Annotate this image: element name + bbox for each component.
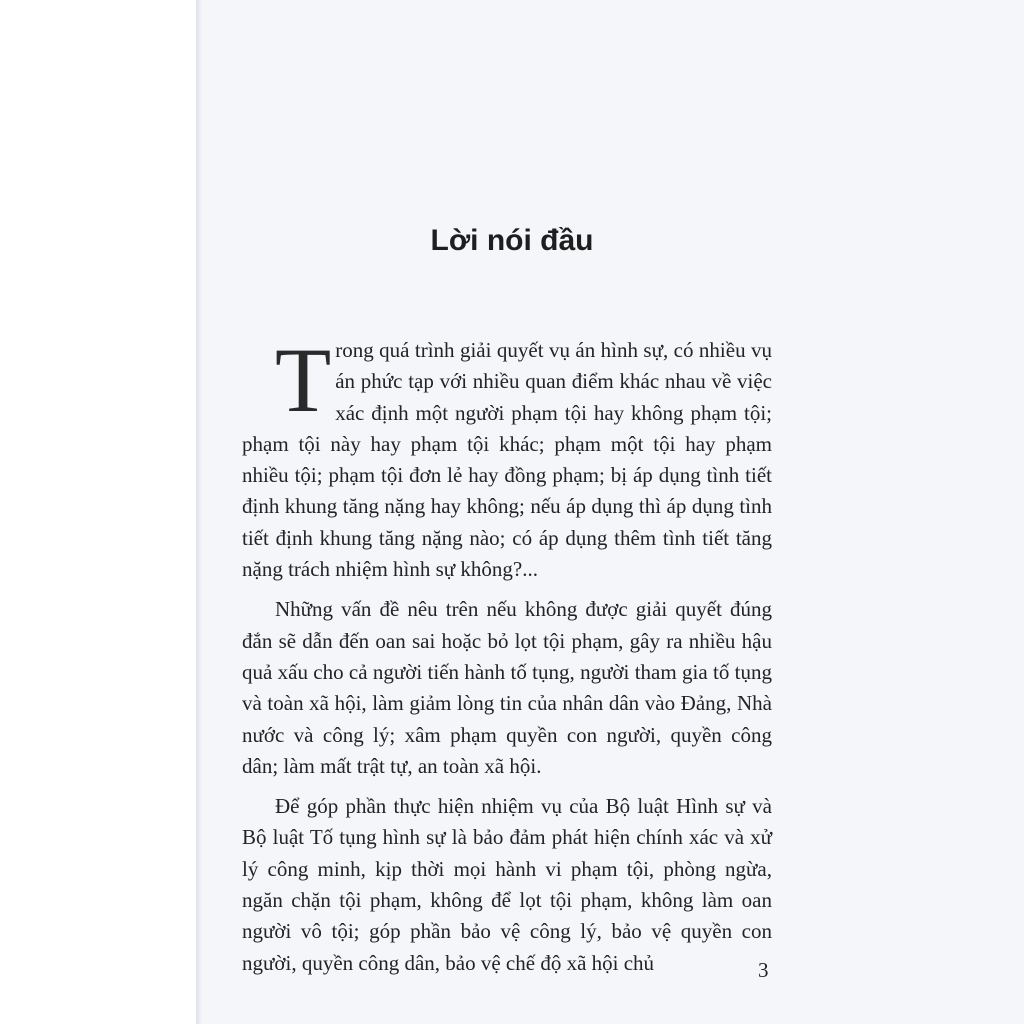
drop-cap: T xyxy=(275,329,332,431)
page-edge-shadow xyxy=(196,0,202,1024)
paragraph-2: Những vấn đề nêu trên nếu không được giải quyết đúng đắn sẽ dẫn đến oan sai hoặc bỏ lọt tội phạm, gây ra nhiều hậu quả xấu cho cả người tiến hành tố tụng, người tham gia tố tụng và toàn xã hội, làm giảm lòng tin của nhân dân vào Đảng, Nhà nước và công lý; xâm phạm quyền con người, quyền công dân; làm mất trật tự, an toàn xã hội. xyxy=(242,597,772,778)
paragraph-3: Để góp phần thực hiện nhiệm vụ của Bộ luật Hình sự và Bộ luật Tố tụng hình sự là bảo đảm phát hiện chính xác và xử lý công minh, kịp thời mọi hành vi phạm tội, phòng ngừa, ngăn chặn tội phạm, không để lọt tội phạm, không làm oan người vô tội; góp phần bảo vệ công lý, bảo vệ quyền con người, quyền công dân, bảo vệ chế độ xã hội chủ xyxy=(242,794,772,975)
body-text xyxy=(242,329,772,988)
page-number: 3 xyxy=(758,958,769,982)
paragraph-1 xyxy=(242,329,772,585)
paragraph-1-text: rong quá trình giải quyết vụ án hình sự, có nhiều vụ án phức tạp với nhiều quan điểm khác nhau về việc xác định một người phạm tội hay không phạm tội; phạm tội này hay phạm tội khác; phạm một tội hay phạm nhiều tội; phạm tội đơn lẻ hay đồng phạm; bị áp dụng tình tiết định khung tăng nặng hay không; nếu áp dụng thì áp dụng tình tiết định khung tăng nặng nào; có áp dụng thêm tình tiết tăng nặng trách nhiệm hình sự không?... xyxy=(242,338,772,582)
page-title: Lời nói đầu xyxy=(430,224,594,257)
